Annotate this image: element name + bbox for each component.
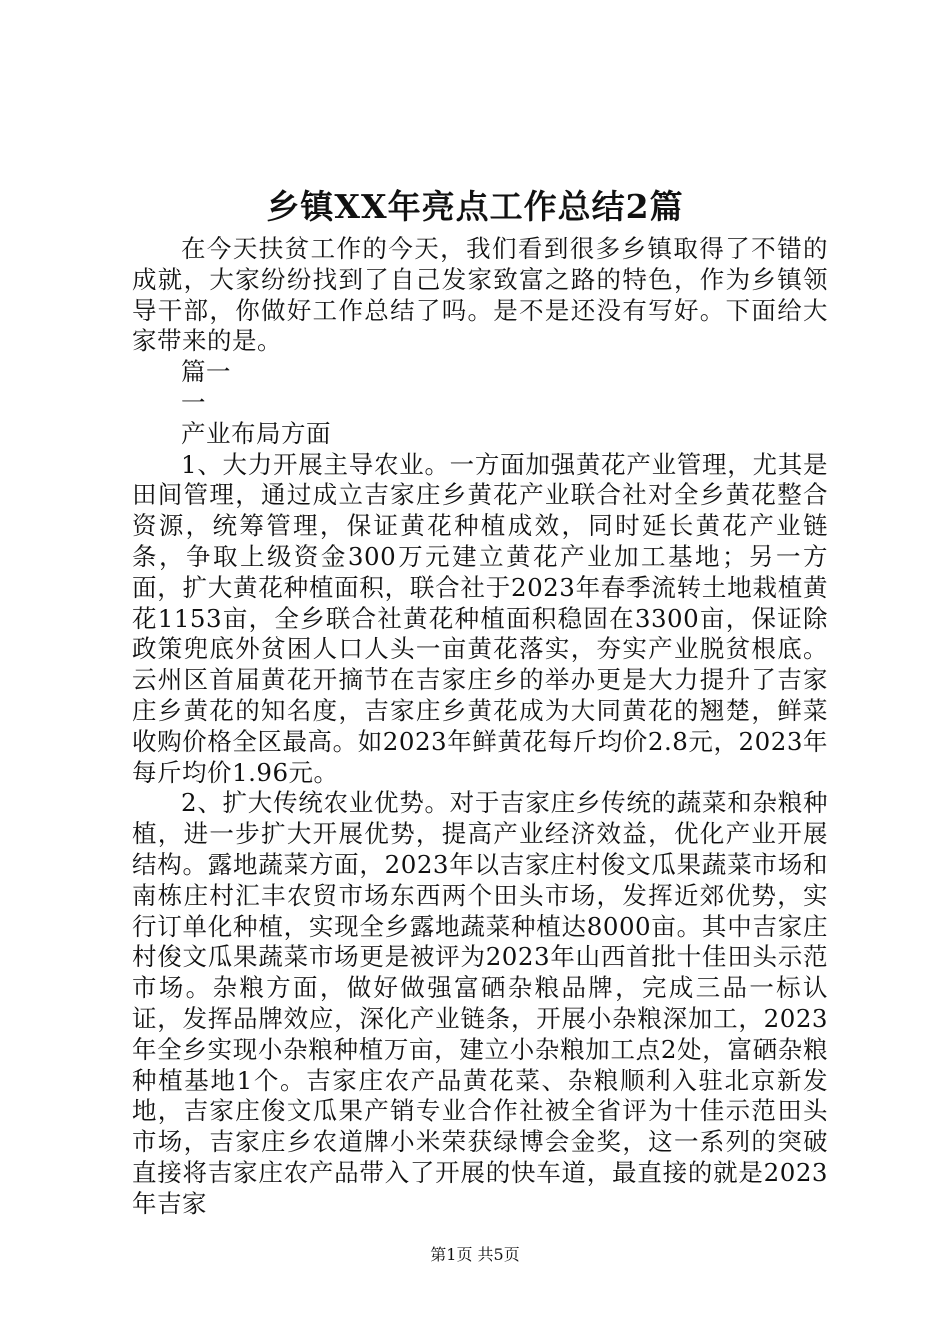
section-heading-industry-layout: 产业布局方面 (181, 418, 331, 448)
paragraph-traditional-agriculture: 2、扩大传统农业优势。对于吉家庄乡传统的蔬菜和杂粮种植，进一步扩大开展优势，提高产业经济效益，优化产业开展结构。露地蔬菜方面，2023年以吉家庄村俊文瓜果蔬菜市场和南栋庄村汇丰农贸市场东西两个田头市场，发挥近郊优势，实行订单化种植，实现全乡露地蔬菜种植达8000亩。其中吉家庄村俊文瓜果蔬菜市场更是被评为2023年山西首批十佳田头示范市场。杂粮方面，做好做强富硒杂粮品牌，完成三品一标认证，发挥品牌效应，深化产业链条，开展小杂粮深加工，2023年全乡实现小杂粮种植万亩，建立小杂粮加工点2处，富硒杂粮种植基地1个。吉家庄农产品黄花菜、杂粮顺利入驻北京新发地，吉家庄俊文瓜果产销专业合作社被全省评为十佳示范田头市场，吉家庄乡农道牌小米荣获绿博会金奖，这一系列的突破直接将吉家庄农产品带入了开展的快车道，最直接的就是2023年吉家 (132, 788, 828, 1218)
page-footer: 第1页 共5页 (430, 1245, 520, 1264)
paragraph-leading-agriculture: 1、大力开展主导农业。一方面加强黄花产业管理，尤其是田间管理，通过成立吉家庄乡黄花产业联合社对全乡黄花整合资源，统筹管理，保证黄花种植成效，同时延长黄花产业链条，争取上级资金300万元建立黄花产业加工基地；另一方面，扩大黄花种植面积，联合社于2023年春季流转土地栽植黄花1153亩，全乡联合社黄花种植面积稳固在3300亩，保证除政策兜底外贫困人口人头一亩黄花落实，夯实产业脱贫根底。云州区首届黄花开摘节在吉家庄乡的举办更是大力提升了吉家庄乡黄花的知名度，吉家庄乡黄花成为大同黄花的翘楚，鲜菜收购价格全区最高。如2023年鲜黄花每斤均价2.8元，2023年每斤均价1.96元。 (132, 449, 828, 787)
section-heading-part-one: 篇一 (181, 357, 231, 387)
document-body (132, 234, 828, 1220)
intro-paragraph: 在今天扶贫工作的今天，我们看到很多乡镇取得了不错的成就，大家纷纷找到了自己发家致富之路的特色，作为乡镇领导干部，你做好工作总结了吗。是不是还没有写好。下面给大家带来的是。 (132, 234, 828, 356)
section-number: 一 (181, 387, 206, 417)
document-title: 乡镇XX年亮点工作总结2篇 (266, 187, 684, 226)
